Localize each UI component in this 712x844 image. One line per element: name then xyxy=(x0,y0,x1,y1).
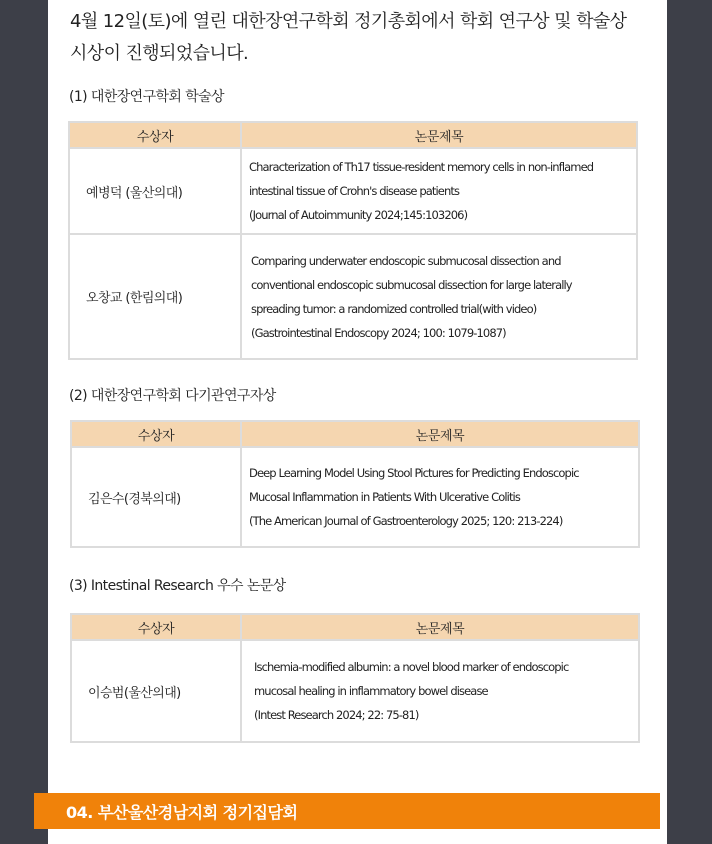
header-paper-title: 논문제목 xyxy=(241,614,639,640)
paper-title-cell xyxy=(241,148,637,234)
paper-line: (Intest Research 2024; 22: 75-81) xyxy=(254,708,419,722)
paper-line: Mucosal Inflammation in Patients With Ulcerative Colitis xyxy=(249,490,520,504)
multicenter-award-table xyxy=(70,420,640,548)
header-awardee: 수상자 xyxy=(71,614,241,640)
article-page xyxy=(48,0,667,844)
table-row xyxy=(71,447,639,547)
paper-line: (Journal of Autoimmunity 2024;145:103206) xyxy=(249,208,468,222)
paper-title-cell xyxy=(241,447,639,547)
paper-line: Characterization of Th17 tissue-resident memory cells in non-inflamed xyxy=(249,160,594,174)
paper-title-cell xyxy=(241,234,637,359)
table-header-row xyxy=(71,614,639,640)
paper-line: Deep Learning Model Using Stool Pictures for Predicting Endoscopic xyxy=(249,466,579,480)
table-header-row xyxy=(69,122,637,148)
header-paper-title: 논문제목 xyxy=(241,122,637,148)
awardee-name: 김은수(경북의대) xyxy=(71,447,241,547)
table-row xyxy=(71,640,639,742)
section-title-multicenter-award: (2) 대한장연구학회 다기관연구자상 xyxy=(69,388,276,404)
intro-line-1: 4월 12일(토)에 열린 대한장연구학회 정기총회에서 학회 연구상 및 학술상 xyxy=(70,11,627,32)
paper-line: mucosal healing in inflammatory bowel disease xyxy=(254,684,488,698)
header-paper-title: 논문제목 xyxy=(241,421,639,447)
paper-line: intestinal tissue of Crohn's disease patients xyxy=(249,184,460,198)
table-row xyxy=(69,148,637,234)
section-title-academic-award: (1) 대한장연구학회 학술상 xyxy=(69,89,224,105)
paper-line: (Gastrointestinal Endoscopy 2024; 100: 1079-1087) xyxy=(251,325,506,340)
table-row xyxy=(69,234,637,359)
awardee-name: 이승범(울산의대) xyxy=(71,640,241,742)
paper-line: Comparing underwater endoscopic submucosal dissection and xyxy=(251,253,561,268)
section-title-paper-award: (3) Intestinal Research 우수 논문상 xyxy=(69,578,286,594)
academic-award-table xyxy=(68,121,638,360)
paper-line: Ischemia-modified albumin: a novel blood marker of endoscopic xyxy=(254,660,569,674)
section-banner xyxy=(34,793,660,829)
paper-title-cell xyxy=(241,640,639,742)
paper-line: (The American Journal of Gastroenterology 2025; 120: 213-224) xyxy=(249,514,563,528)
paper-line: conventional endoscopic submucosal dissection for large laterally xyxy=(251,277,572,292)
paper-award-table xyxy=(70,613,640,743)
banner-label: 04. 부산울산경남지회 정기집담회 xyxy=(66,803,298,822)
intro-line-2: 시상이 진행되었습니다. xyxy=(70,43,249,64)
header-awardee: 수상자 xyxy=(69,122,241,148)
header-awardee: 수상자 xyxy=(71,421,241,447)
awardee-name: 예병덕 (울산의대) xyxy=(69,148,241,234)
paper-line: spreading tumor: a randomized controlled trial(with video) xyxy=(251,301,537,316)
awardee-name: 오창교 (한림의대) xyxy=(69,234,241,359)
table-header-row xyxy=(71,421,639,447)
intro-paragraph xyxy=(70,6,650,70)
